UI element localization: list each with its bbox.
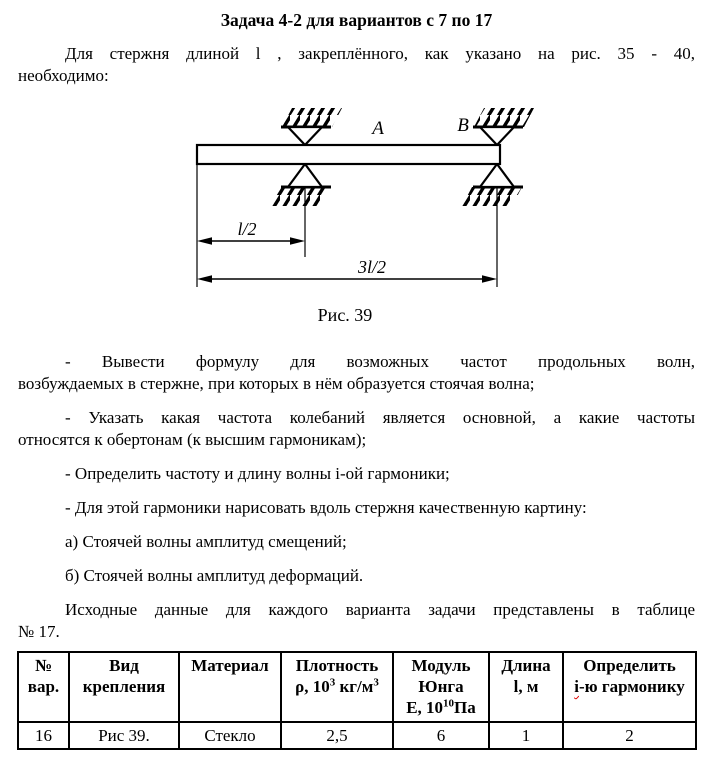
point-label-b: B <box>457 115 469 136</box>
figure-caption: Рис. 39 <box>317 305 373 325</box>
support-top-left <box>281 108 342 145</box>
column-header: № вар. <box>18 652 69 722</box>
rod-diagram <box>0 95 713 331</box>
rod <box>197 145 500 164</box>
support-bottom-right <box>462 164 523 206</box>
dimension-l-half <box>197 219 305 245</box>
table-intro-line-2: № 17. <box>18 622 60 641</box>
hatch-area <box>462 187 522 206</box>
column-header: Длина l, м <box>489 652 563 722</box>
column-header: Материал <box>179 652 281 722</box>
table-cell: 6 <box>393 722 489 749</box>
page-title: Задача 4-2 для вариантов с 7 по 17 <box>220 10 493 30</box>
table-intro-line-1: Исходные данные для каждого варианта задачи представлены в таблице <box>65 600 695 619</box>
hatch-area <box>270 187 330 206</box>
task-line: относятся к обертонам (к высшим гармоникам); <box>18 430 367 449</box>
intro-line-1: Для стержня длиной l , закреплённого, как указано на рис. 35 - 40, <box>65 44 695 63</box>
task-item <box>18 407 695 451</box>
arrowhead-left <box>197 275 212 282</box>
column-header: Вид крепления <box>69 652 179 722</box>
table-cell: 2 <box>563 722 696 749</box>
task-line: - Вывести формулу для возможных частот продольных волн, <box>65 352 695 371</box>
intro-line-2: необходимо: <box>18 66 109 85</box>
column-header: Модуль Юнга Е, $10^{10}Па$ <box>393 652 489 722</box>
table-data-row <box>18 722 696 749</box>
table-cell: Стекло <box>179 722 281 749</box>
dimension-label-3l-half: 3l/2 <box>357 257 387 277</box>
task-item <box>18 351 695 395</box>
arrowhead-right <box>290 237 305 244</box>
task-line: - Указать какая частота колебаний является основной, а какие частоты <box>65 408 695 427</box>
task-item: б) Стоячей волны амплитуд деформаций. <box>65 566 364 585</box>
table-cell: 2,5 <box>281 722 393 749</box>
arrowhead-left <box>197 237 212 244</box>
column-header: Определить i-ю гармонику <box>563 652 696 722</box>
hatch-area <box>282 108 342 127</box>
dimension-label-l-half: l/2 <box>237 219 257 239</box>
table-intro-paragraph <box>18 599 695 643</box>
figure-39 <box>0 95 713 331</box>
support-triangle <box>480 127 514 145</box>
support-triangle <box>288 164 322 187</box>
point-label-a: A <box>372 118 384 139</box>
table-cell: 1 <box>489 722 563 749</box>
task-item: а) Стоячей волны амплитуд смещений; <box>65 532 347 551</box>
column-header: Плотность ρ, $10^3$ $кг/м^3$ <box>281 652 393 722</box>
support-top-right <box>473 108 534 145</box>
variants-table <box>17 651 697 750</box>
table-header-row <box>18 652 696 722</box>
table-cell: 16 <box>18 722 69 749</box>
table-cell: Рис 39. <box>69 722 179 749</box>
support-triangle <box>480 164 514 187</box>
task-line: возбуждаемых в стержне, при которых в нём образуется стоячая волна; <box>18 374 535 393</box>
task-list <box>18 351 695 587</box>
support-bottom-left <box>270 164 331 206</box>
dimension-3l-half <box>197 257 497 283</box>
task-item: - Для этой гармоники нарисовать вдоль стержня качественную картину: <box>65 498 587 517</box>
support-triangle <box>288 127 322 145</box>
hatch-area <box>474 108 534 127</box>
task-item: - Определить частоту и длину волны i-ой гармоники; <box>65 464 450 483</box>
arrowhead-right <box>482 275 497 282</box>
intro-paragraph <box>18 43 695 87</box>
